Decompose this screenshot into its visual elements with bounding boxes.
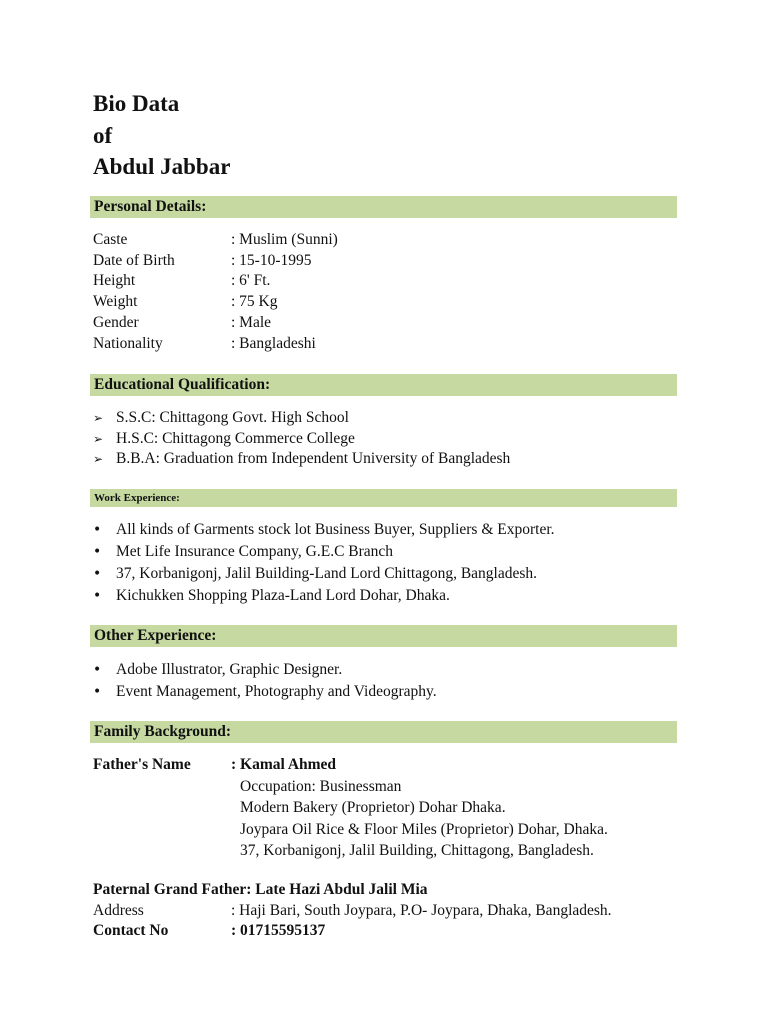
- title-line-1: Bio Data: [93, 91, 180, 116]
- education-heading: Educational Qualification:: [90, 374, 677, 396]
- father-name-row: [93, 755, 336, 776]
- document-title: [93, 88, 230, 183]
- bullet-icon: •: [93, 566, 102, 582]
- father-name-label: Father's Name: [93, 756, 191, 773]
- father-detail-line: Joypara Oil Rice & Floor Miles (Proprietor) Dohar, Dhaka.: [240, 820, 608, 838]
- bullet-icon: •: [93, 684, 102, 700]
- bullet-icon: •: [93, 662, 102, 678]
- personal-details-heading: Personal Details:: [90, 196, 677, 218]
- arrow-bullet-icon: ➢: [93, 411, 104, 425]
- father-row: [93, 755, 336, 776]
- arrow-bullet-icon: ➢: [93, 431, 104, 446]
- personal-row: [93, 251, 338, 272]
- work-experience-heading: Work Experience:: [90, 489, 677, 507]
- education-list: [93, 408, 510, 470]
- field-label: Height: [93, 272, 136, 290]
- list-item: [93, 659, 437, 681]
- personal-row: [93, 230, 338, 251]
- work-item: Kichukken Shopping Plaza-Land Lord Dohar, Dhaka.: [116, 587, 450, 604]
- title-line-2: of: [93, 122, 113, 148]
- list-item: [93, 429, 510, 450]
- field-label: Date of Birth: [93, 251, 175, 269]
- education-item: H.S.C: Chittagong Commerce College: [116, 429, 355, 447]
- bullet-icon: •: [93, 588, 102, 604]
- work-item: Met Life Insurance Company, G.E.C Branch: [116, 543, 394, 560]
- field-value: : 15-10-1995: [231, 251, 312, 269]
- family-background-heading: Family Background:: [90, 721, 677, 743]
- personal-row: [93, 271, 338, 292]
- personal-row: [93, 334, 338, 355]
- contact-row: [93, 921, 612, 942]
- father-detail-line: Occupation: Businessman: [240, 778, 402, 795]
- grandfather-block: [93, 880, 612, 942]
- field-value: : Muslim (Sunni): [231, 231, 338, 248]
- field-label: Weight: [93, 293, 138, 311]
- father-detail-line: 37, Korbanigonj, Jalil Building, Chittagong, Bangladesh.: [240, 841, 594, 859]
- field-value: : Male: [231, 313, 272, 331]
- list-item: [93, 408, 510, 429]
- bullet-icon: •: [93, 522, 102, 538]
- field-label: Gender: [93, 313, 139, 331]
- bullet-icon: •: [93, 544, 102, 560]
- work-experience-list: [93, 519, 555, 607]
- list-item: [93, 541, 555, 563]
- address-label: Address: [93, 901, 144, 919]
- work-item: 37, Korbanigonj, Jalil Building-Land Lord Chittagong, Bangladesh.: [116, 565, 538, 582]
- father-details: [240, 776, 608, 861]
- education-item: B.B.A: Graduation from Independent University of Bangladesh: [116, 450, 511, 468]
- arrow-bullet-icon: ➢: [93, 452, 104, 467]
- field-value: : Bangladeshi: [231, 334, 316, 352]
- address-value: : Haji Bari, South Joypara, P.O- Joypara, Dhaka, Bangladesh.: [231, 901, 612, 919]
- list-item: [93, 585, 555, 607]
- list-item: [93, 563, 555, 585]
- address-row: [93, 901, 612, 922]
- list-item: [93, 681, 437, 703]
- other-experience-list: [93, 659, 437, 703]
- father-name-value: : Kamal Ahmed: [231, 756, 337, 773]
- other-experience-heading: Other Experience:: [90, 625, 677, 647]
- father-detail-line: Modern Bakery (Proprietor) Dohar Dhaka.: [240, 799, 506, 817]
- other-item: Event Management, Photography and Videography.: [116, 683, 437, 700]
- list-item: [93, 519, 555, 541]
- field-value: : 75 Kg: [231, 293, 278, 311]
- field-label: Caste: [93, 231, 128, 248]
- personal-row: [93, 313, 338, 334]
- personal-details-list: [93, 230, 338, 354]
- list-item: [93, 449, 510, 470]
- work-item: All kinds of Garments stock lot Business Buyer, Suppliers & Exporter.: [116, 521, 555, 538]
- contact-value: : 01715595137: [231, 922, 326, 940]
- title-line-3: Abdul Jabbar: [93, 154, 231, 179]
- grandfather-row: [93, 880, 612, 901]
- contact-label: Contact No: [93, 922, 169, 940]
- personal-row: [93, 292, 338, 313]
- field-label: Nationality: [93, 334, 163, 352]
- education-item: S.S.C: Chittagong Govt. High School: [116, 409, 349, 426]
- field-value: : 6' Ft.: [231, 272, 271, 290]
- grandfather-text: Paternal Grand Father: Late Hazi Abdul Jalil Mia: [93, 881, 428, 898]
- other-item: Adobe Illustrator, Graphic Designer.: [116, 661, 343, 678]
